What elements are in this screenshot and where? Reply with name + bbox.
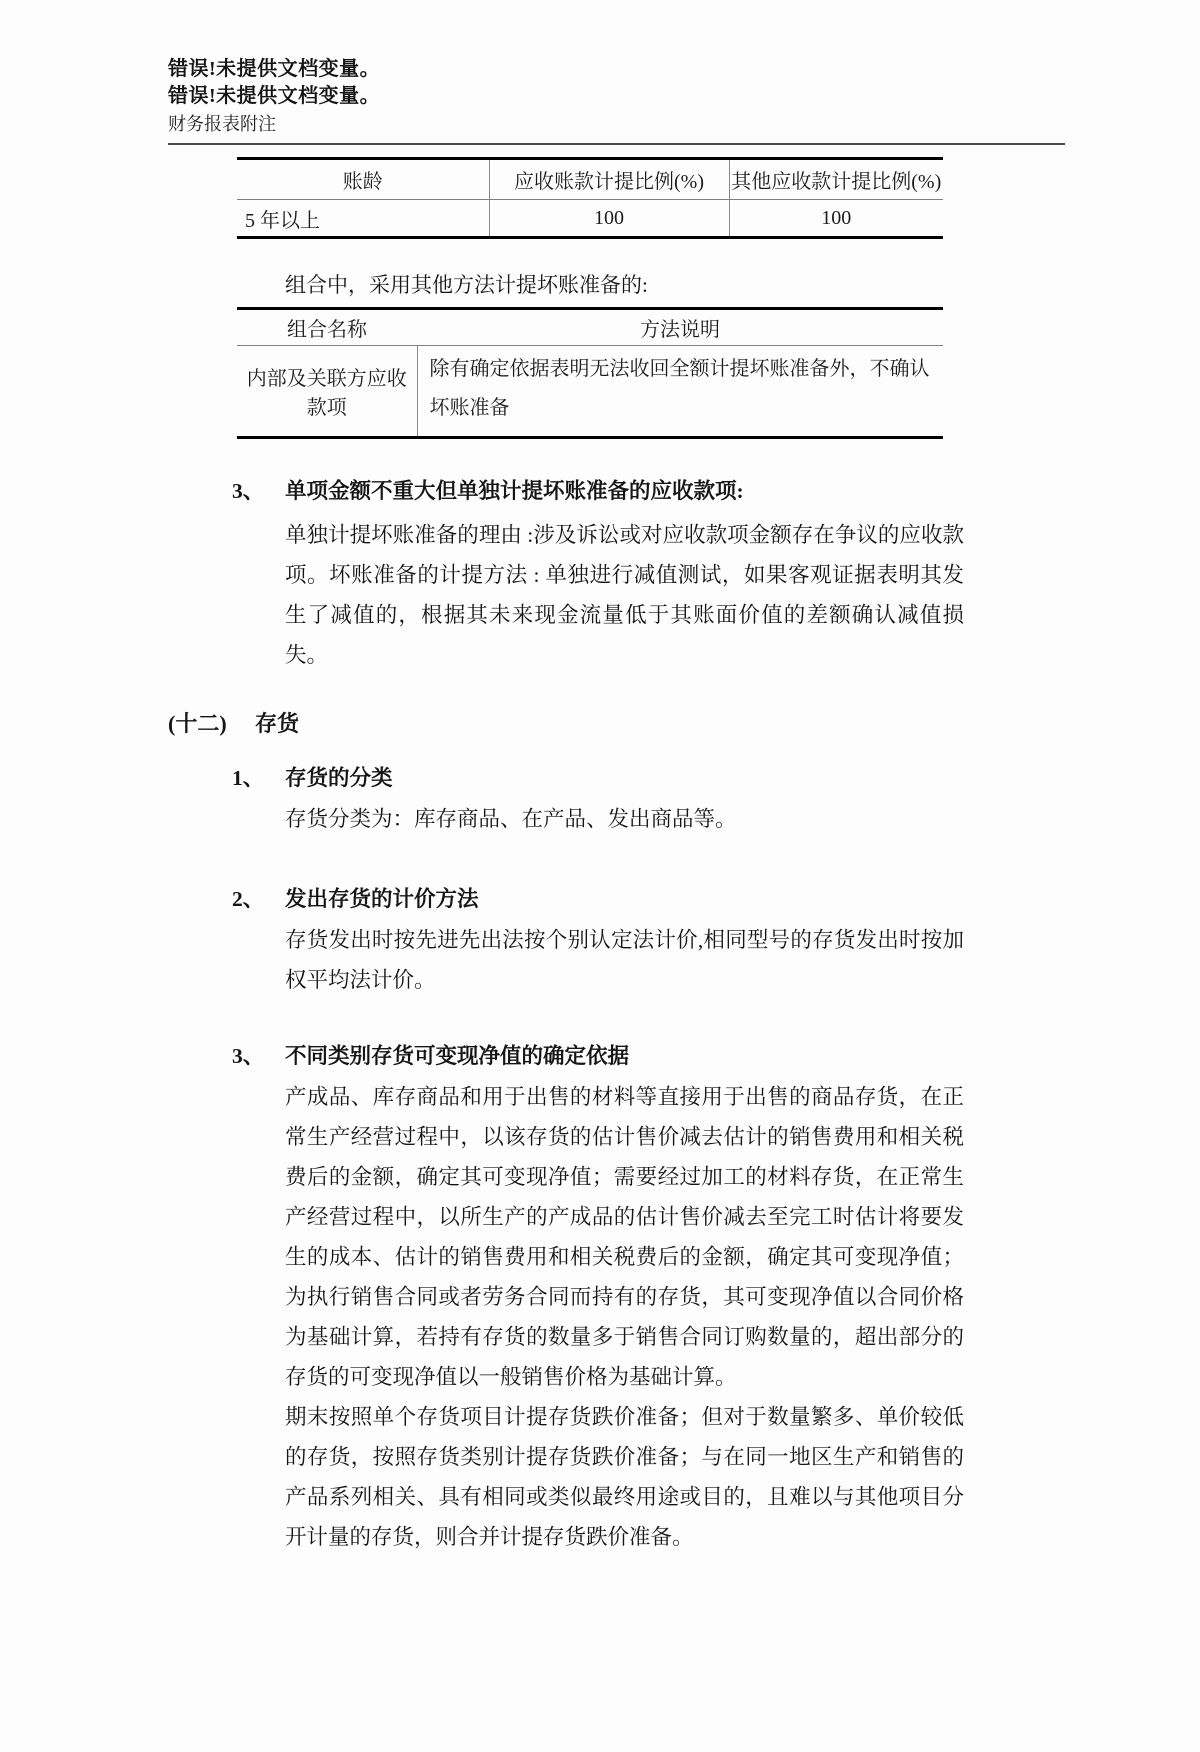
aging-cell-age: 5 年以上 — [245, 209, 320, 232]
receivables-item3-title: 单项金额不重大但单独计提坏账准备的应收款项: — [285, 479, 744, 503]
inventory-item3-number: 3、 — [232, 1044, 265, 1068]
page-header — [168, 56, 1065, 145]
combo-method-table — [237, 307, 943, 439]
inventory-item3-paragraph-1: 产成品、库存商品和用于出售的材料等直接用于出售的商品存货，在正常生产经营过程中，以该存货的估计售价减去估计的销售费用和相关税费后的金额，确定其可变现净值；需要经过加工的材料存货，在正常生产经营过程中，以所生产的产成品的估计售价减去至完工时估计将要发生的成本、估计的销售费用和相关税费后的金额，确定其可变现净值；为执行销售合同或者劳务合同而持有的存货，其可变现净值以合同价格为基础计算，若持有存货的数量多于销售合同订购数量的，超出部分的存货的可变现净值以一般销售价格为基础计算。 — [285, 1085, 964, 1389]
inventory-item1-number: 1、 — [232, 766, 265, 790]
receivables-item3-number: 3、 — [232, 479, 265, 503]
aging-table-header-row — [237, 159, 943, 200]
inventory-item1-title: 存货的分类 — [285, 766, 393, 790]
inventory-item2-title: 发出存货的计价方法 — [285, 887, 479, 911]
combo-cell-name: 内部及关联方应收款项 — [246, 368, 407, 419]
combo-header-method: 方法说明 — [417, 309, 943, 346]
doc-title: 财务报表附注 — [168, 114, 276, 134]
combo-cell-method: 除有确定依据表明无法收回全额计提坏账准备外，不确认坏账准备 — [417, 346, 943, 438]
header-error-line-2: 错误!未提供文档变量。 — [168, 85, 381, 107]
inventory-item2-paragraph: 存货发出时按先进先出法按个别认定法计价,相同型号的存货发出时按加权平均法计价。 — [285, 928, 964, 992]
inventory-item3-title: 不同类别存货可变现净值的确定依据 — [285, 1044, 630, 1068]
aging-cell-other-ratio: 100 — [729, 200, 943, 238]
aging-header-ar-ratio: 应收账款计提比例(%) — [489, 159, 729, 200]
receivables-item3-body — [285, 515, 964, 675]
combo-header-name: 组合名称 — [237, 309, 417, 346]
inventory-item2-body — [285, 920, 964, 1000]
aging-cell-ar-ratio: 100 — [489, 200, 729, 238]
aging-table-row — [237, 200, 943, 238]
inventory-item1-body — [285, 799, 964, 839]
aging-header-other-ratio: 其他应收款计提比例(%) — [729, 159, 943, 200]
combo-table-row — [237, 346, 943, 438]
aging-table — [237, 157, 943, 239]
receivables-item3-paragraph: 单独计提坏账准备的理由 :涉及诉讼或对应收款项金额存在争议的应收款项。坏账准备的计提方法 : 单独进行减值测试，如果客观证据表明其发生了减值的，根据其未来现金流量低于其账面价值的差额确认减值损失。 — [285, 523, 964, 667]
inventory-item1-paragraph: 存货分类为：库存商品、在产品、发出商品等。 — [285, 807, 737, 831]
inventory-item3-body — [285, 1077, 964, 1557]
header-error-line-1: 错误!未提供文档变量。 — [168, 58, 381, 80]
inventory-item3-heading — [232, 1042, 1200, 1071]
combo-table-header-row — [237, 309, 943, 346]
inventory-item1-heading — [232, 764, 1200, 793]
chapter-number: (十二) — [168, 711, 227, 736]
document-page — [0, 56, 1200, 1752]
inventory-item3-paragraph-2: 期末按照单个存货项目计提存货跌价准备；但对于数量繁多、单价较低的存货，按照存货类别计提存货跌价准备；与在同一地区生产和销售的产品系列相关、具有相同或类似最终用途或目的，且难以与其他项目分开计量的存货，则合并计提存货跌价准备。 — [285, 1405, 964, 1549]
inventory-item2-heading — [232, 885, 1200, 914]
chapter-heading — [168, 709, 1200, 739]
receivables-item3-heading — [232, 477, 1200, 506]
chapter-title: 存货 — [255, 711, 300, 736]
combo-method-intro: 组合中，采用其他方法计提坏账准备的: — [285, 273, 648, 297]
aging-header-age: 账龄 — [237, 159, 489, 200]
inventory-item2-number: 2、 — [232, 887, 265, 911]
